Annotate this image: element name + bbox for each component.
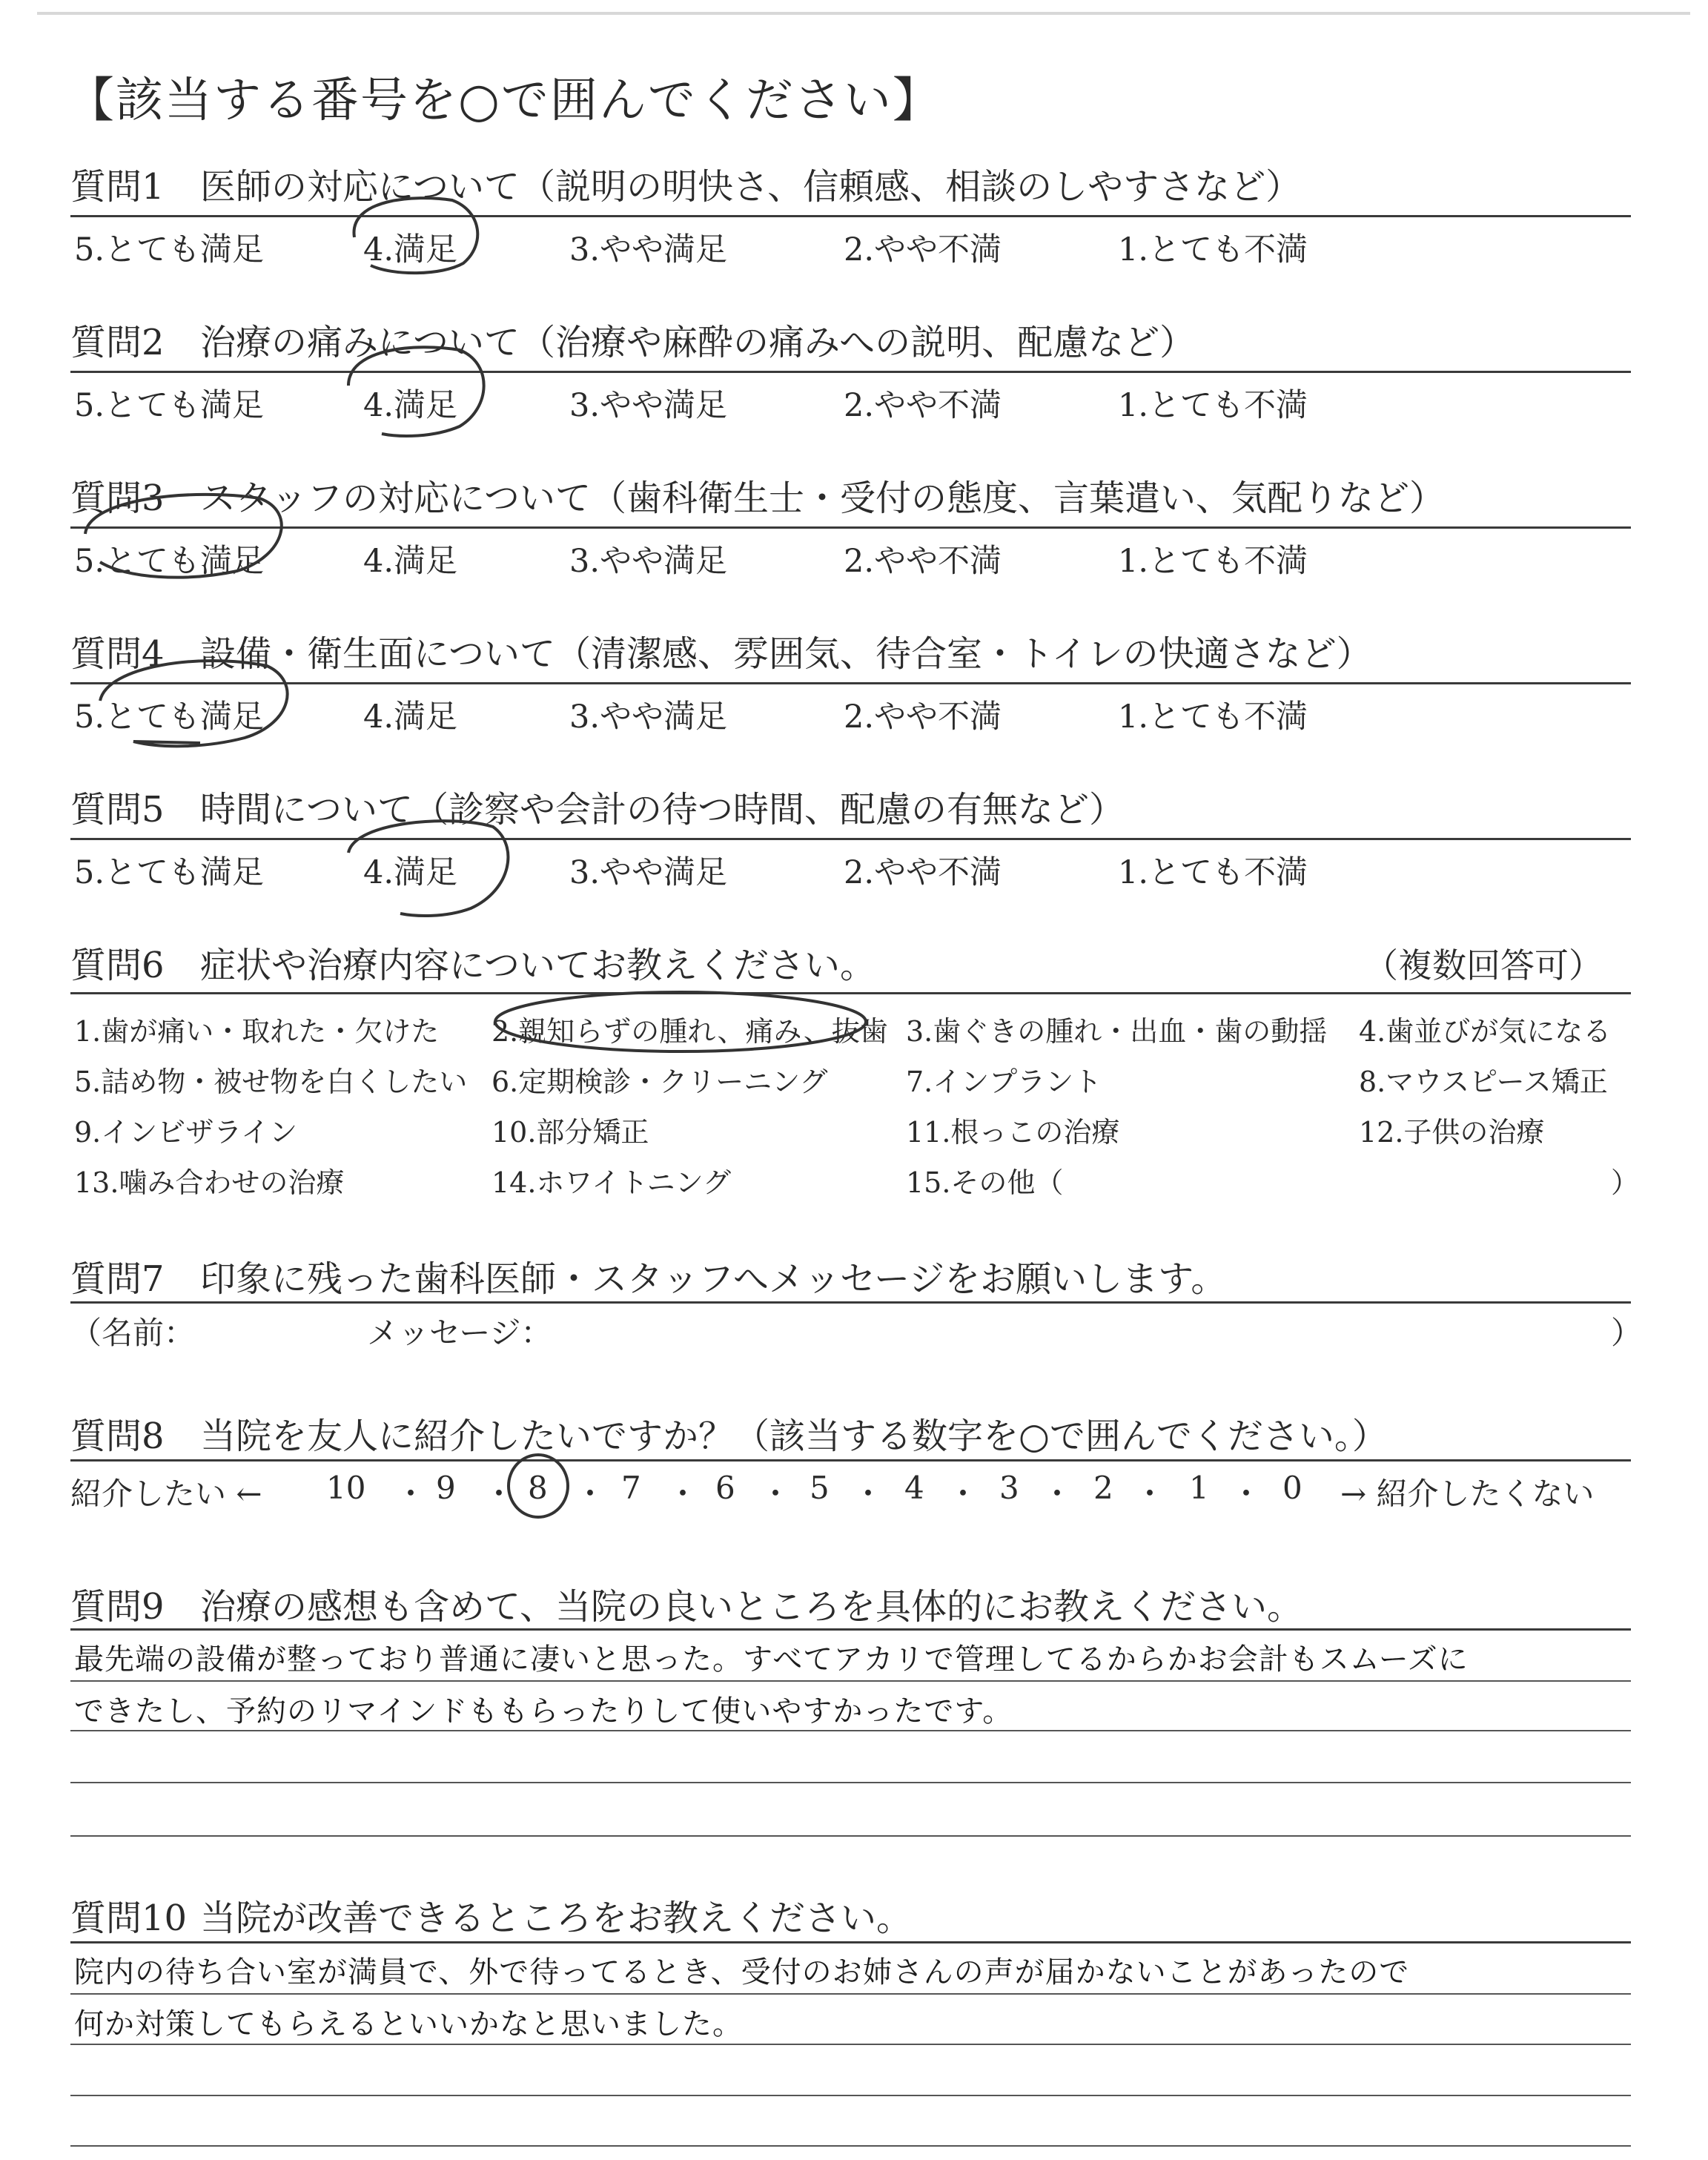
q1-option-3[interactable]: 3.やや満足: [569, 231, 728, 268]
q6-option-4[interactable]: 4.歯並びが気になる: [1359, 1015, 1612, 1048]
q5-option-2[interactable]: 2.やや不満: [844, 854, 1002, 891]
scale-sep-10: ・: [1231, 1476, 1262, 1512]
recommend-label: 紹介したい ←: [70, 1476, 262, 1512]
scale-7[interactable]: 7: [621, 1470, 641, 1506]
q10-line-2: [70, 1993, 1631, 1995]
question-7-title: [70, 1250, 1226, 1301]
q2-option-1[interactable]: 1.とても不満: [1118, 387, 1308, 424]
q2-option-5[interactable]: 5.とても満足: [74, 387, 265, 424]
question-2-title: [70, 314, 1195, 365]
scale-sep-4: ・: [667, 1476, 699, 1512]
question-6-number: 質問6: [70, 945, 165, 986]
question-9-number: 質問9: [70, 1586, 165, 1628]
question-8-rule: [70, 1459, 1631, 1462]
q6-option-5[interactable]: 5.詰め物・被せ物を白くしたい: [74, 1066, 468, 1098]
q9-line-3: [70, 1730, 1631, 1731]
question-5-title: [70, 781, 1125, 832]
scale-4[interactable]: 4: [904, 1470, 924, 1506]
question-6-rule: [70, 992, 1631, 994]
question-5-number: 質問5: [70, 789, 165, 830]
question-6-text: 症状や治療内容についてお教えください。: [200, 945, 876, 986]
question-2-number: 質問2: [70, 322, 165, 363]
scale-sep-5: ・: [760, 1476, 792, 1512]
question-1-number: 質問1: [70, 166, 165, 208]
q5-option-4[interactable]: 4.満足: [363, 854, 458, 891]
question-8-number: 質問8: [70, 1416, 165, 1457]
q6-option-10[interactable]: 10.部分矯正: [491, 1116, 649, 1149]
question-7-rule: [70, 1301, 1631, 1304]
question-3-title: [70, 469, 1445, 521]
q10-answer-line-2[interactable]: 何か対策してもらえるといいかなと思いました。: [74, 2007, 743, 2041]
question-9-rule: [70, 1628, 1631, 1631]
q5-option-3[interactable]: 3.やや満足: [569, 854, 728, 891]
q1-option-5[interactable]: 5.とても満足: [74, 231, 265, 268]
q6-option-12[interactable]: 12.子供の治療: [1359, 1116, 1545, 1149]
question-9-text: 治療の感想も含めて、当院の良いところを具体的にお教えください。: [200, 1586, 1303, 1628]
question-4-number: 質問4: [70, 633, 165, 675]
scale-9[interactable]: 9: [436, 1470, 456, 1506]
q10-line-3: [70, 2044, 1631, 2045]
question-7-text: 印象に残った歯科医師・スタッフへメッセージをお願いします。: [200, 1258, 1227, 1300]
not-recommend-label: → 紹介したくない: [1340, 1476, 1595, 1512]
scale-sep-6: ・: [853, 1476, 884, 1512]
q4-option-2[interactable]: 2.やや不満: [844, 698, 1002, 736]
question-10-title: [70, 1889, 912, 1941]
q6-option-2[interactable]: 2.親知らずの腫れ、痛み、抜歯: [491, 1015, 888, 1048]
scale-8[interactable]: 8: [528, 1470, 548, 1506]
q2-option-4[interactable]: 4.満足: [363, 387, 458, 424]
question-3-text: スタッフの対応について（歯科衛生士・受付の態度、言葉遣い、気配りなど）: [200, 478, 1446, 519]
question-4-rule: [70, 682, 1631, 684]
question-10-number: 質問10: [70, 1898, 188, 1939]
q5-option-5[interactable]: 5.とても満足: [74, 854, 265, 891]
q4-option-5[interactable]: 5.とても満足: [74, 698, 265, 736]
q1-option-1[interactable]: 1.とても不満: [1118, 231, 1308, 268]
scale-6[interactable]: 6: [715, 1470, 735, 1506]
scale-sep-2: ・: [483, 1476, 515, 1512]
q6-option-13[interactable]: 13.噛み合わせの治療: [74, 1166, 345, 1199]
top-border: [37, 12, 1690, 15]
question-9-title: [70, 1578, 1302, 1629]
question-2-text: 治療の痛みについて（治療や麻酔の痛みへの説明、配慮など）: [200, 322, 1196, 363]
q6-option-11[interactable]: 11.根っこの治療: [906, 1116, 1120, 1149]
scale-sep-9: ・: [1134, 1476, 1166, 1512]
question-8-title: [70, 1407, 1388, 1459]
scale-sep-8: ・: [1042, 1476, 1073, 1512]
question-10-text: 当院が改善できるところをお教えください。: [200, 1898, 913, 1939]
name-label: （名前：: [70, 1315, 196, 1351]
q2-option-2[interactable]: 2.やや不満: [844, 387, 1002, 424]
scale-0[interactable]: 0: [1282, 1470, 1302, 1506]
q6-option-6[interactable]: 6.定期検診・クリーニング: [491, 1066, 828, 1098]
question-8-text: 当院を友人に紹介したいですか？（該当する数字を○で囲んでください。）: [200, 1416, 1388, 1457]
question-7-number: 質問7: [70, 1258, 165, 1300]
scale-1[interactable]: 1: [1189, 1470, 1209, 1506]
instruction-header: 【該当する番号を○で囲んでください】: [67, 73, 941, 128]
q6-option-1[interactable]: 1.歯が痛い・取れた・欠けた: [74, 1015, 440, 1048]
scale-sep-3: ・: [575, 1476, 606, 1512]
multiple-answers-note: （複数回答可）: [1364, 945, 1603, 985]
q6-option-14[interactable]: 14.ホワイトニング: [491, 1166, 732, 1199]
question-1-text: 医師の対応について（説明の明快さ、信頼感、相談のしやすさなど）: [200, 166, 1302, 208]
question-3-number: 質問3: [70, 478, 165, 519]
q6-option-8[interactable]: 8.マウスピース矯正: [1359, 1066, 1608, 1098]
question-1-title: [70, 158, 1301, 209]
q9-line-4: [70, 1782, 1631, 1783]
scale-10[interactable]: 10: [326, 1470, 366, 1506]
q3-option-4[interactable]: 4.満足: [363, 543, 458, 580]
q10-line-4: [70, 2095, 1631, 2096]
scale-5[interactable]: 5: [810, 1470, 830, 1506]
scale-sep-1: ・: [395, 1476, 427, 1512]
message-close-paren: ）: [1611, 1315, 1643, 1351]
q9-line-5: [70, 1835, 1631, 1837]
q9-line-2: [70, 1680, 1631, 1682]
scale-sep-7: ・: [947, 1476, 979, 1512]
q10-answer-line-1[interactable]: 院内の待ち合い室が満員で、外で待ってるとき、受付のお姉さんの声が届かないことがあったので: [74, 1955, 1410, 1989]
q6-option-7[interactable]: 7.インプラント: [906, 1066, 1102, 1098]
question-4-text: 設備・衛生面について（清潔感、雰囲気、待合室・トイレの快適さなど）: [200, 633, 1372, 675]
q2-option-3[interactable]: 3.やや満足: [569, 387, 728, 424]
q5-option-1[interactable]: 1.とても不満: [1118, 854, 1308, 891]
q3-option-5[interactable]: 5.とても満足: [74, 543, 265, 580]
scale-2[interactable]: 2: [1093, 1470, 1113, 1506]
question-1-rule: [70, 215, 1631, 217]
message-label: メッセージ：: [367, 1315, 552, 1351]
q1-option-2[interactable]: 2.やや不満: [844, 231, 1002, 268]
q10-line-5: [70, 2145, 1631, 2147]
q6-option-15[interactable]: 15.その他（: [906, 1166, 1064, 1199]
q3-option-2[interactable]: 2.やや不満: [844, 543, 1002, 580]
q9-answer-line-2[interactable]: できたし、予約のリマインドももらったりして使いやすかったです。: [74, 1694, 1013, 1728]
question-5-text: 時間について（診察や会計の待つ時間、配慮の有無など）: [200, 789, 1125, 830]
question-6-title: [70, 937, 875, 988]
q6-other-close-paren: ）: [1611, 1166, 1640, 1199]
question-3-rule: [70, 526, 1631, 529]
question-2-rule: [70, 371, 1631, 373]
q3-option-3[interactable]: 3.やや満足: [569, 543, 728, 580]
question-10-rule: [70, 1941, 1631, 1943]
q9-answer-line-1[interactable]: 最先端の設備が整っており普通に凄いと思った。すべてアカリで管理してるからかお会計もスムーズに: [74, 1642, 1469, 1677]
q1-option-4[interactable]: 4.満足: [363, 231, 458, 268]
q6-option-3[interactable]: 3.歯ぐきの腫れ・出血・歯の動揺: [906, 1015, 1328, 1048]
q3-option-1[interactable]: 1.とても不満: [1118, 543, 1308, 580]
question-5-rule: [70, 838, 1631, 840]
question-4-title: [70, 625, 1372, 676]
q4-option-4[interactable]: 4.満足: [363, 698, 458, 736]
q6-option-9[interactable]: 9.インビザライン: [74, 1116, 298, 1149]
q4-option-1[interactable]: 1.とても不満: [1118, 698, 1308, 736]
q4-option-3[interactable]: 3.やや満足: [569, 698, 728, 736]
scale-3[interactable]: 3: [999, 1470, 1019, 1506]
